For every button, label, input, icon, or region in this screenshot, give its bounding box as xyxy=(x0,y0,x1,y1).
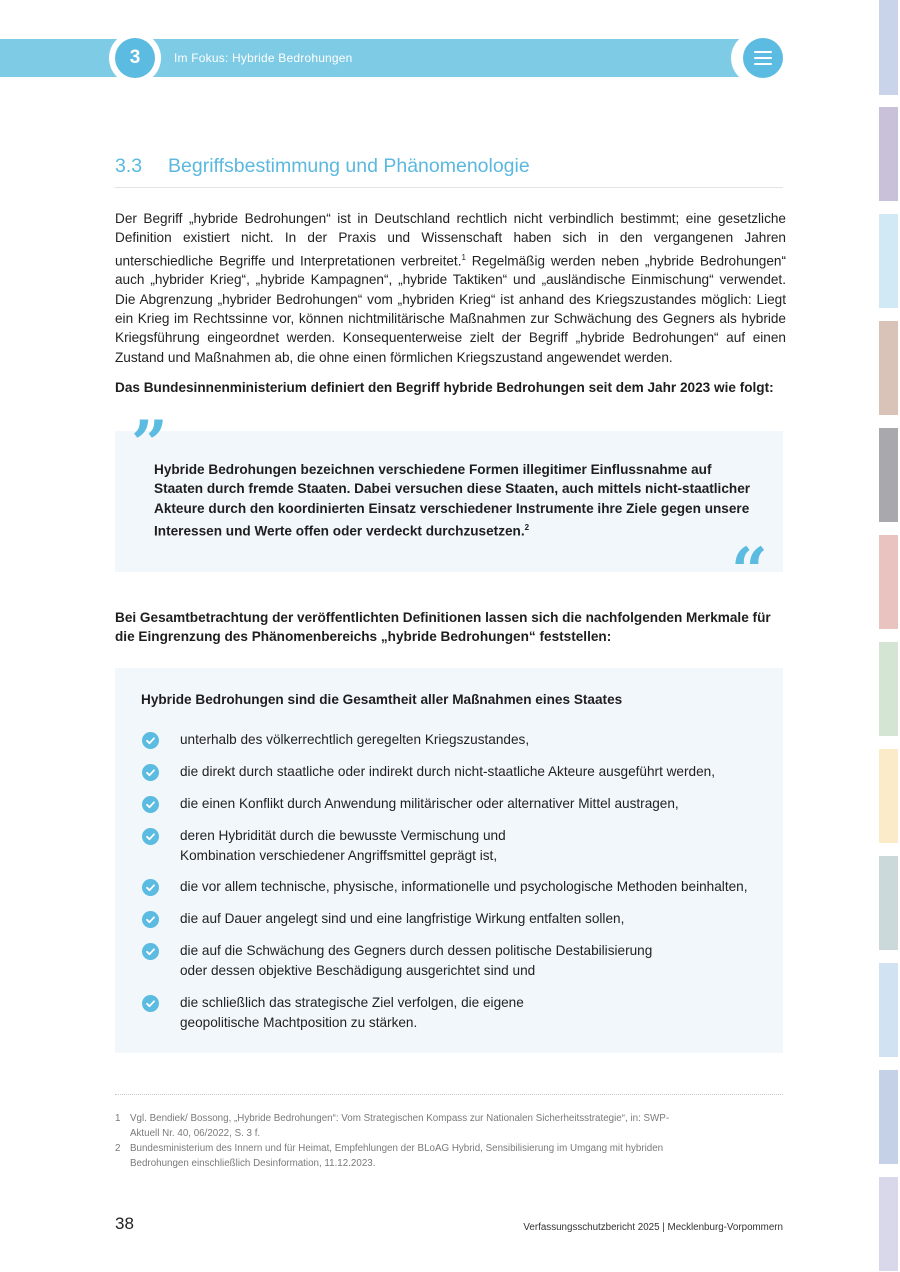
side-tab-8[interactable] xyxy=(879,749,898,843)
feature-item-text: die schließlich das strategische Ziel verfolgen, die eigene geopolitische Machtposition zu stärken. xyxy=(180,995,524,1030)
feature-item-text: die auf die Schwächung des Gegners durch dessen politische Destabilisierung oder dessen objektive Beschädigung ausgerichtet sind und xyxy=(180,943,653,978)
menu-button[interactable] xyxy=(743,38,783,78)
section-title: Begriffsbestimmung und Phänomenologie xyxy=(168,155,530,177)
footnote-ref-1[interactable]: 1 xyxy=(461,252,466,262)
footnote-number: 2 xyxy=(115,1143,121,1154)
feature-item-text: die einen Konflikt durch Anwendung militärischer oder alternativer Mittel austragen, xyxy=(180,796,679,811)
footnote-divider xyxy=(115,1094,783,1095)
intro-text-part1: Der Begriff „hybride Bedrohungen“ ist in Deutschland rechtlich nicht verbindlich bestimmt; eine gesetzliche Definition existiert nicht. In der Praxis und Wissenschaft haben sich in den vergangenen Jahren unterschiedliche Begriffe und Interpretationen verbreitet. xyxy=(115,211,786,269)
intro-text-part2: Regelmäßig werden neben „hybride Bedrohungen“ auch „hybrider Krieg“, „hybride Kampagnen“, „hybride Taktiken“ und „ausländische Einmischung“ verwendet. Die Abgrenzung „hybrider Bedrohungen“ vom „hybriden Krieg“ ist anhand des Kriegszustandes möglich: Liegt ein Krieg im Rechtssinne vor, können nichtmilitärische Maßnahmen zur Schwächung des Gegners als hybride Kriegsführung eingeordnet werden. Konsequenterweise zielt der Begriff „hybride Bedrohungen“ auf einen Zustand und Maßnahmen ab, die ohne einen förmlichen Kriegszustand angewendet werden. xyxy=(115,253,786,365)
feature-item-text: die vor allem technische, physische, informationelle und psychologische Methoden beinhalten, xyxy=(180,879,748,894)
footnote-text: Bundesministerium des Innern und für Heimat, Empfehlungen der BLoAG Hybrid, Sensibilisierung im Umgang mit hybriden Bedrohungen einschließlich Desinformation, 11.12.2023. xyxy=(130,1143,664,1169)
hamburger-menu-icon xyxy=(754,51,772,53)
check-circle-icon xyxy=(142,995,159,1012)
quote-open-icon: ” xyxy=(131,407,168,482)
side-tab-4[interactable] xyxy=(879,321,898,415)
section-heading xyxy=(115,155,783,188)
check-circle-icon xyxy=(142,764,159,781)
check-circle-icon xyxy=(142,911,159,928)
check-circle-icon xyxy=(142,879,159,896)
definition-intro: Das Bundesinnenministerium definiert den Begriff hybride Bedrohungen seit dem Jahr 2023 wie folgt: xyxy=(115,380,774,395)
feature-item-text: die direkt durch staatliche oder indirekt durch nicht-staatliche Akteure ausgeführt werden, xyxy=(180,764,715,779)
feature-item-text: unterhalb des völkerrechtlich geregelten Kriegszustandes, xyxy=(180,732,530,747)
side-tab-11[interactable] xyxy=(879,1070,898,1164)
definition-quote-text xyxy=(154,460,754,541)
publication-footer: Verfassungsschutzbericht 2025 | Mecklenburg-Vorpommern xyxy=(523,1222,783,1233)
side-tab-3[interactable] xyxy=(879,214,898,308)
footnote-ref-2[interactable]: 2 xyxy=(524,522,530,532)
side-tab-9[interactable] xyxy=(879,856,898,950)
chapter-title: Im Fokus: Hybride Bedrohungen xyxy=(174,51,353,65)
side-tab-1[interactable] xyxy=(879,0,898,95)
quote-close-icon: “ xyxy=(731,534,768,609)
side-tab-10[interactable] xyxy=(879,963,898,1057)
side-tab-7[interactable] xyxy=(879,642,898,736)
page-number: 38 xyxy=(115,1214,134,1233)
feature-item-text: deren Hybridität durch die bewusste Vermischung und Kombination verschiedener Angriffsmittel geprägt ist, xyxy=(180,828,506,863)
features-heading: Hybride Bedrohungen sind die Gesamtheit aller Maßnahmen eines Staates xyxy=(141,692,623,707)
check-circle-icon xyxy=(142,732,159,749)
features-intro: Bei Gesamtbetrachtung der veröffentlichten Definitionen lassen sich die nachfolgenden Merkmale für die Eingrenzung des Phänomenbereichs „hybride Bedrohungen“ feststellen: xyxy=(115,610,771,645)
feature-item-text: die auf Dauer angelegt sind und eine langfristige Wirkung entfalten sollen, xyxy=(180,911,625,926)
check-circle-icon xyxy=(142,943,159,960)
section-number: 3.3 xyxy=(115,155,143,177)
hamburger-menu-icon xyxy=(754,63,772,65)
chapter-number-badge: 3 xyxy=(115,38,155,78)
check-circle-icon xyxy=(142,796,159,813)
check-circle-icon xyxy=(142,828,159,845)
intro-paragraph xyxy=(115,209,786,367)
side-tab-6[interactable] xyxy=(879,535,898,629)
quote-body: Hybride Bedrohungen bezeichnen verschiedene Formen illegitimer Einflussnahme auf Staaten durch fremde Staaten. Dabei versuchen diese Staaten, auch mittels nicht-staatlicher Akteure durch den koordinierten Einsatz verschiedener Instrumente ihre Ziele gegen unsere Interessen und Werte offen oder verdeckt durchzusetzen. xyxy=(154,462,751,539)
side-tab-5[interactable] xyxy=(879,428,898,522)
hamburger-menu-icon xyxy=(754,57,772,59)
footnote-text: Vgl. Bendiek/ Bossong, „Hybride Bedrohungen“: Vom Strategischen Kompass zur Nationalen Sicherheitsstrategie“, in: SWP-Aktuell Nr. 40, 06/2022, S. 3 f. xyxy=(130,1113,670,1139)
footnote-number: 1 xyxy=(115,1113,121,1124)
side-tab-12[interactable] xyxy=(879,1177,898,1271)
side-tab-2[interactable] xyxy=(879,107,898,201)
